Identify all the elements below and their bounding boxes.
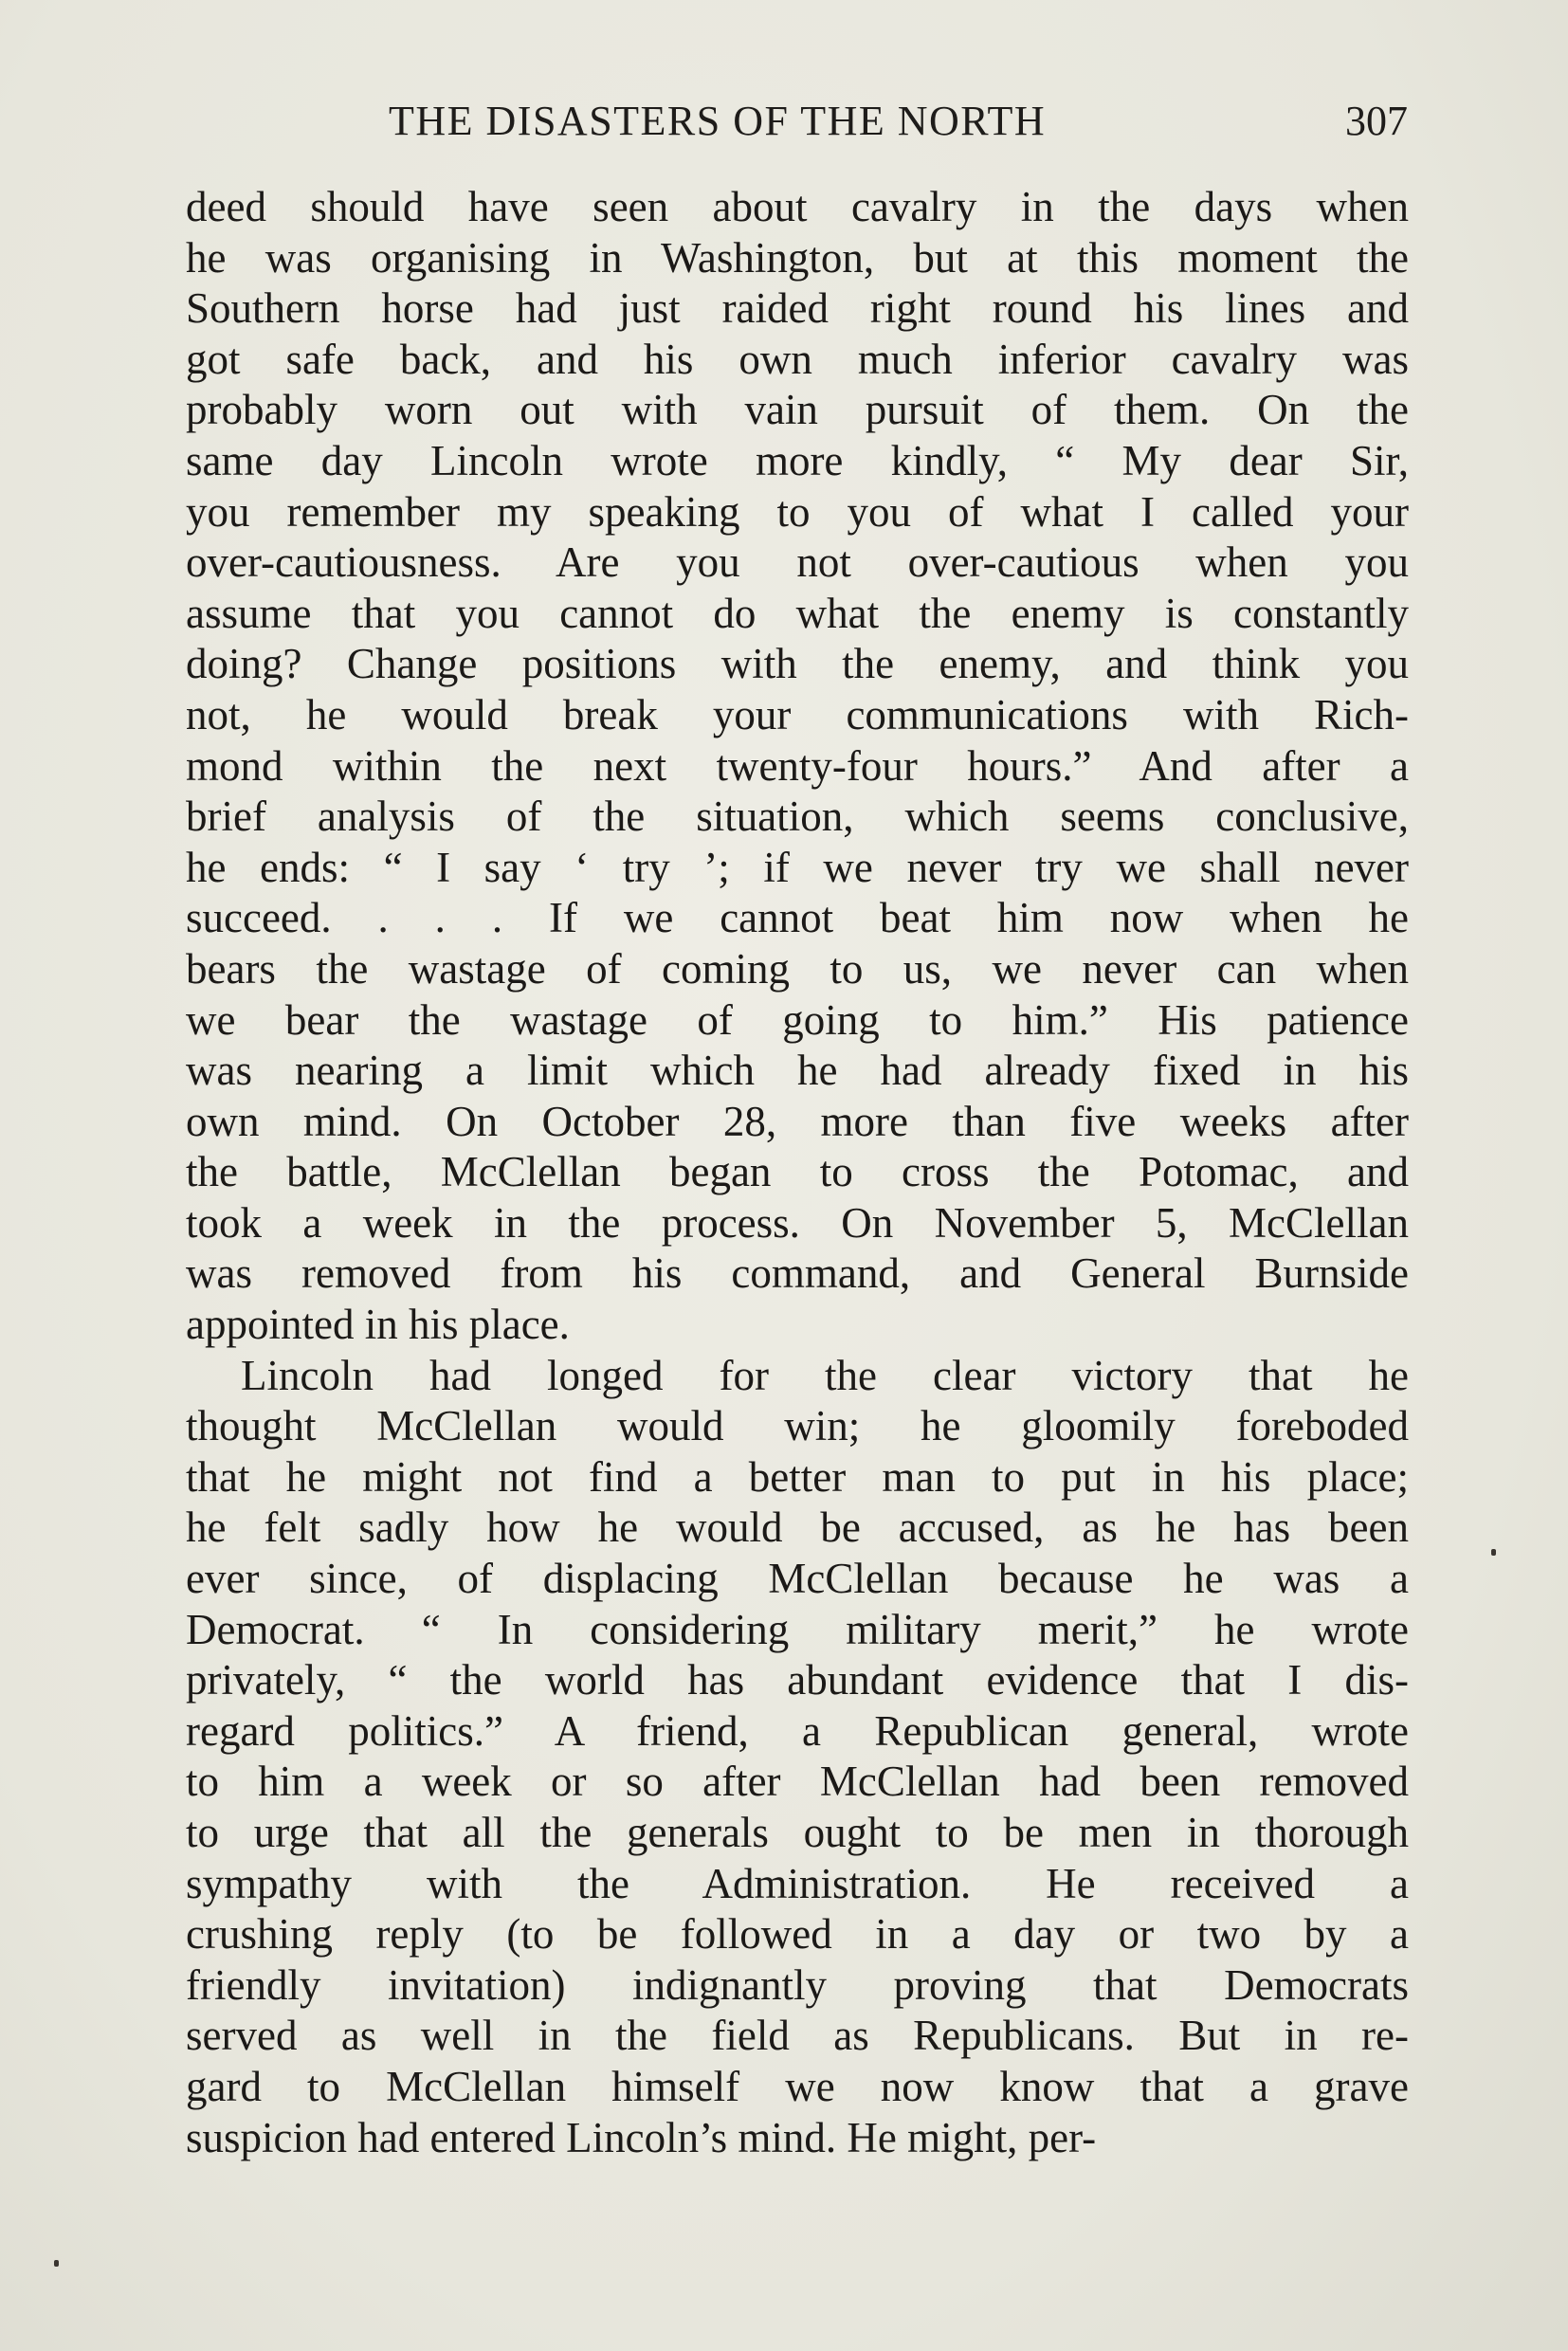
text-line: doing? Change positions with the enemy, and think you [186,640,1409,688]
body-text [186,182,1409,2163]
text-line: he was organising in Washington, but at this moment the [186,233,1409,282]
text-line: the battle, McClellan began to cross the Potomac, and [186,1148,1409,1196]
text-line: own mind. On October 28, more than five weeks after [186,1097,1409,1145]
text-line: took a week in the process. On November 5, McClellan [186,1198,1409,1247]
running-title: THE DISASTERS OF THE NORTH [389,98,1047,144]
running-head [185,91,1408,152]
paper-speck [54,2260,59,2267]
text-line: assume that you cannot do what the enemy is constantly [186,589,1409,637]
text-line: bears the wastage of coming to us, we never can when [186,944,1409,993]
text-line: not, he would break your communications with Rich- [186,690,1409,738]
text-line: served as well in the field as Republicans. But in re- [186,2012,1409,2060]
text-line: deed should have seen about cavalry in the days when [186,183,1409,230]
paragraph [186,1351,1409,2164]
text-line: regard politics.” A friend, a Republican general, wrote [186,1706,1409,1755]
text-line: crushing reply (to be followed in a day or two by a [186,1910,1409,1959]
text-line: probably worn out with vain pursuit of them. On the [186,386,1409,434]
text-line: to urge that all the generals ought to be men in thorough [186,1809,1409,1856]
text-line: mond within the next twenty-four hours.” And after a [186,741,1409,790]
text-line: same day Lincoln wrote more kindly, “ My dear Sir, [186,436,1409,484]
text-line: was nearing a limit which he had already fixed in his [186,1047,1409,1095]
text-line: Democrat. “ In considering military merit,” he wrote [186,1605,1409,1653]
text-line: suspicion had entered Lincoln’s mind. He might, per- [186,2113,1097,2161]
text-line: you remember my speaking to you of what I called your [186,487,1409,536]
text-line: succeed. . . . If we cannot beat him now when he [186,894,1409,942]
text-line: over-cautiousness. Are you not over-cautious when you [186,538,1409,587]
text-line: was removed from his command, and General Burnside [186,1249,1409,1298]
text-line: thought McClellan would win; he gloomily foreboded [186,1402,1409,1450]
text-line: sympathy with the Administration. He received a [186,1859,1409,1907]
text-line: appointed in his place. [186,1301,570,1349]
text-line: friendly invitation) indignantly proving that Democrats [186,1960,1409,2009]
text-line: he ends: “ I say ‘ try ’; if we never try we shall never [186,843,1409,891]
text-line: Lincoln had longed for the clear victory that he [241,1351,1409,1399]
text-line: to him a week or so after McClellan had been removed [186,1758,1409,1806]
page-number: 307 [1345,98,1408,144]
text-line: Southern horse had just raided right round his lines and [186,284,1409,333]
text-line: we bear the wastage of going to him.” His patience [186,995,1409,1044]
text-line: gard to McClellan himself we now know that a grave [186,2062,1409,2110]
text-line: he felt sadly how he would be accused, as he has been [186,1504,1409,1552]
text-line: privately, “ the world has abundant evidence that I dis- [186,1656,1409,1704]
paper-speck [1491,1549,1496,1556]
text-line: got safe back, and his own much inferior cavalry was [186,335,1409,383]
text-line: that he might not find a better man to put in his place; [186,1452,1409,1501]
text-line: brief analysis of the situation, which seems conclusive, [186,793,1409,841]
text-line: ever since, of displacing McClellan because he was a [186,1555,1409,1603]
paragraph [186,182,1409,1351]
